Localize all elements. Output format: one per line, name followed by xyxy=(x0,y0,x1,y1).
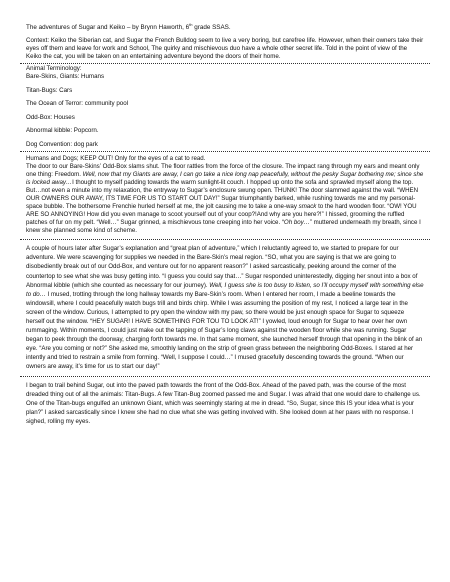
term-abnormal-kibble: Abnormal kibble: Popcorn. xyxy=(26,127,99,135)
document-title: The adventures of Sugar and Keiko – by Brynn Haworth, 6th grade SSAS. xyxy=(26,21,231,31)
story-text: The door to our Bare-Skins’ Odd-Box slams shut. The floor rattles from the force of the closure. The impact rang through my ears and meant only one thing: Freedom. Well, now that my Giants are away, I can go take a nice long nap peacefully, without the pesky Sugar bothering me; since she is locked away…I thought to myself padding towards the warm sunlight-lit couch. I hopped up onto the sofa and sprawled myself along the top. But…not even a minute into my relaxation, the entryway to Sugar’s enclosure swung open. THUNK! The door slammed against the wall. “WHEN OUR OWNERS OUR AWAY, ITS TIME FOR US TO START OUT DAY!” Sugar triumphantly barked, while rushing towards me and my personal-space bubble. The bothersome Frenchie hurled herself at me, the jolt causing me to take a one-way smack to the hard wooden floor. “OW! YOU ARE SO ANNOYING! How did you even manage to scoot yourself out of your coop?!And why are you here?!” I hissed, grooming the ruffled patches of fur on my pelt. “Well…” Sugar grinned, a mischievous tone creeping into her voice. “Oh boy…” muttered underneath my breath, since I knew she planned some kind of scheme. xyxy=(26,162,424,235)
warning-line: Humans and Dogs; KEEP OUT! Only for the eyes of a cat to read. xyxy=(26,154,206,162)
terminology-heading: Animal Terminology: xyxy=(26,65,82,73)
story-paragraph-2 xyxy=(26,240,424,375)
story-text: A couple of hours later after Sugar’s explanation and “great plan of adventure,” which I reluctantly agreed to, we started to prepare for our adventure. We were scavenging for supplies we needed in the Bare-Skin’s meal region. “SO, what you are saying is that we are going to disobediently break out of our Odd-Box, and venture out for no apparent reason?” I asked sarcastically, peeking around the corner of the countertop to see what she was busy getting into. “I guess you could say that…” Sugar responded uninterestedly, digging her snout into a box of Abnormal kibble (which she counted as necessary for our journey). Well, I guess she is too busy to listen, so I’ll occupy myself with something else to do… I mused, trotting through the long hallway towards my Bare-Skin’s room. When I entered her room, I made a beeline towards the windowsill, where I could peacefully watch bugs trill and birds chirp. While I was assuming the position of my rest, I noticed a large tear in the screen of the window. Curious, I attempted to pry open the window with my paw, so there would be just enough space for Sugar to squeeze herself out the window. “HEY SUGAR! I HAVE SOMETHING FOR TOU TO LOOK AT!” I yowled, loud enough for Sugar to hear over her own rummaging. Within moments, I could just make out the tapping of Sugar’s long claws against the wooden floor while she was running. Sugar began to peek through the doorway, charging forth towards me. In that same moment, she launched herself through that opening in the blink of an eye. “Are you coming or not?” She asked me, smoothly landing on the strip of green grass between the neighboring Odd-Boxes. I stared at her intently and tried to restrain a smile from forming. “Well, I suppose I could…” I mused gracefully descending towards the ground. “When our owners are away, it’s time for us to start our day!” xyxy=(26,245,424,371)
context-paragraph: Context: Keiko the Siberian cat, and Sugar the French Bulldog seem to live a very boring, but carefree life. However, when their owners take their eyes off them and leave for work and School, The quirky and mischievous duo have a whole other secret life. Told in the point of view of the Keiko the cat, you will be taken on an entertaining adventure beyond the doors of their home. xyxy=(26,37,424,61)
story-paragraph-1 xyxy=(26,152,424,239)
story-text: I began to trail behind Sugar, out into the paved path towards the front of the Odd-Box. Ahead of the paved path, was the course of the most dreaded thing out of all the animals: Titan-Bugs. A few Titan-Bug zoomed passed me and Sugar. I was afraid that one would dare to challenge us. One of the Titan-bugs engulfed an unknown Giant, which was seemingly staring at me in dread. “So, Sugar, since this IS your idea what is your plan?” I asked sarcastically since I knew she had no clue what she was getting involved with. She looked down at her paws with no response. I sighed, rolling my eyes. xyxy=(26,381,421,425)
term-ocean-of-terror: The Ocean of Terror: community pool xyxy=(26,100,129,108)
term-dog-convention: Dog Convention: dog park xyxy=(26,140,98,148)
term-titan-bugs: Titan-Bugs: Cars xyxy=(26,86,73,94)
story-paragraph-3 xyxy=(26,377,424,426)
term-bare-skins: Bare-Skins, Giants: Humans xyxy=(26,73,105,81)
terminology-list xyxy=(26,64,424,151)
term-odd-box: Odd-Box: Houses xyxy=(26,113,75,121)
